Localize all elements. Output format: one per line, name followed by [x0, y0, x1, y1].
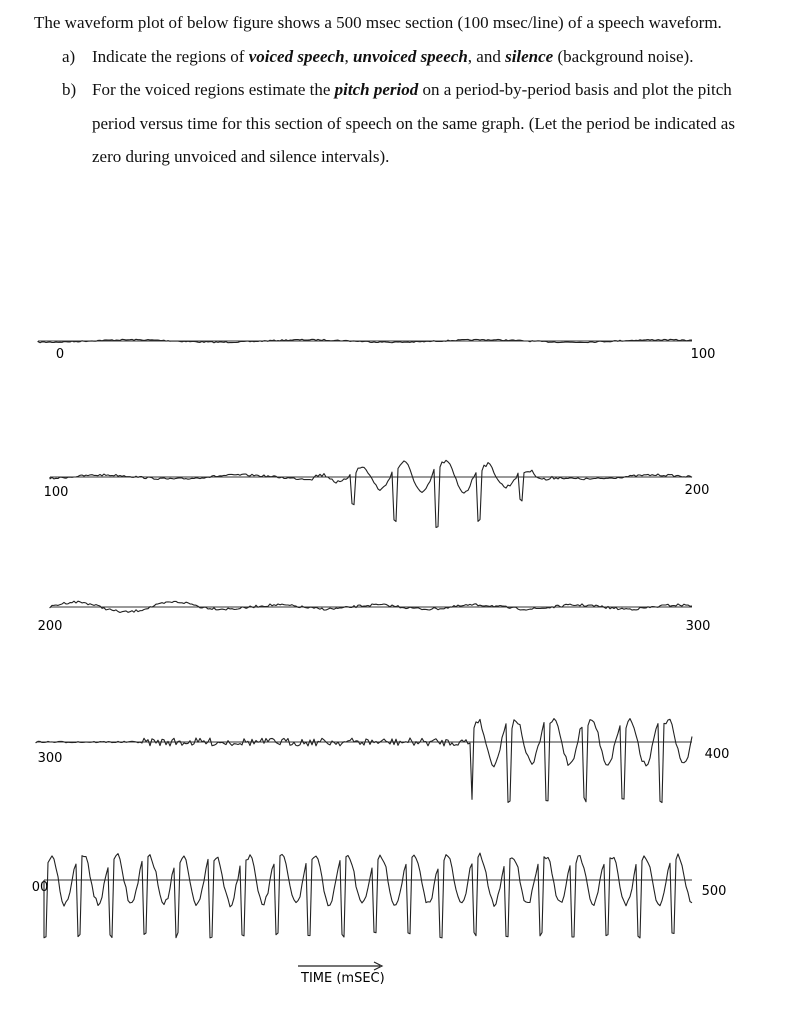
- waveform-line-4: [36, 719, 729, 803]
- part-marker: a): [62, 46, 76, 66]
- line-start-label: 100: [43, 485, 69, 500]
- emphasized-term: unvoiced speech: [353, 46, 468, 66]
- waveform-line-1: [38, 339, 715, 362]
- time-axis-text: TIME (mSEC): [301, 971, 385, 986]
- line-end-label: 400: [704, 747, 730, 762]
- waveform-line-5: [32, 853, 727, 938]
- line-end-label: 100: [690, 347, 716, 362]
- time-axis-label: [298, 962, 385, 986]
- line-end-label: 200: [684, 483, 710, 498]
- text-segment: For the voiced regions estimate the: [92, 80, 335, 99]
- text-segment: , and: [467, 46, 506, 66]
- line-end-label: 300: [685, 619, 711, 634]
- text-segment: on a period-by-period basis and plot the pitch period versus time for this section of speech on the same graph. (Let the period be indicated as zero during unvoiced and silence intervals).: [92, 80, 735, 166]
- question-intro: The waveform plot of below figure shows a 500 msec section (100 msec/line) of a speech waveform.: [34, 13, 722, 32]
- line-start-label: 0: [55, 347, 65, 362]
- waveform-trace: [36, 719, 692, 803]
- emphasized-term: pitch period: [334, 80, 419, 99]
- waveform-line-3: [38, 601, 711, 634]
- line-start-label: 00: [31, 880, 49, 895]
- emphasized-term: voiced speech: [248, 46, 345, 66]
- text-segment: (background noise).: [553, 46, 694, 66]
- line-end-label: 500: [701, 884, 727, 899]
- waveform-trace: [50, 460, 692, 527]
- text-segment: Indicate the regions of: [92, 46, 249, 66]
- waveform-line-2: [44, 460, 710, 527]
- waveform-trace: [44, 853, 692, 938]
- text-segment: ,: [344, 46, 354, 66]
- line-start-label: 300: [37, 751, 63, 766]
- line-start-label: 200: [37, 619, 63, 634]
- part-marker: b): [62, 80, 77, 99]
- emphasized-term: silence: [505, 46, 554, 66]
